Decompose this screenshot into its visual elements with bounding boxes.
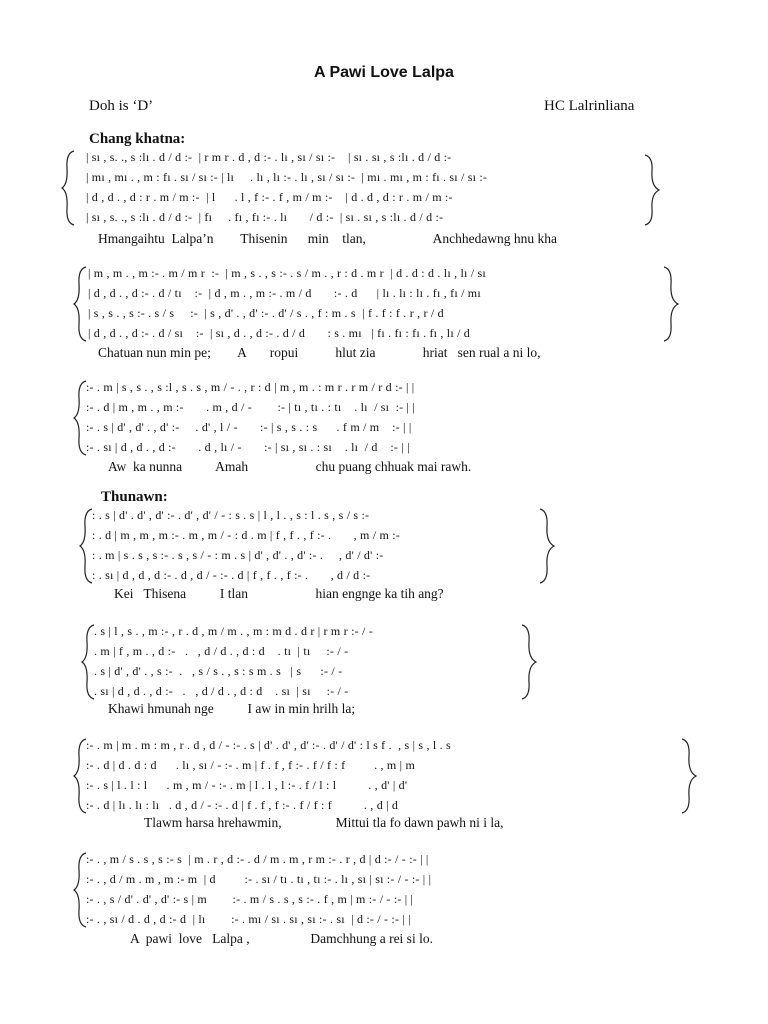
lyric-line: Khawi hmunah nge I aw in min hrilh la; xyxy=(108,701,356,716)
lyric-line: A pawi love Lalpa , Damchhung a rei si lo. xyxy=(130,931,433,946)
tenor-line: . s | d' , d' . , s :- . , s / s . , s : s m . s | s :- / - xyxy=(94,664,343,678)
section-label-thunawn: Thunawn: xyxy=(101,489,168,505)
score-system-4 xyxy=(60,506,760,606)
bass-line: :- . , sı / d . d , d :- d | lı :- . mı / sı . sı , sı :- . sı | d :- / - :- | | xyxy=(86,912,411,926)
soprano-line: | m , m . , m :- . m / m r :- | m , s . , s :- . s / m . , r : d . m r | d . d : d . lı , lı / sı xyxy=(88,266,486,280)
lyric-line: Chatuan nun min pe; A ropui hlut zia hriat sen rual a ni lo, xyxy=(98,345,541,360)
score-system-5 xyxy=(60,622,760,722)
lyric-line: Hmangaihtu Lalpa’n Thisenin min tlan, Anchhedawng hnu kha xyxy=(98,231,558,246)
bass-line: :- . d | lı . lı : lı . d , d / - :- . d | f . f , f :- . f / f : f . , d | d xyxy=(86,798,399,812)
brace-right-icon xyxy=(680,738,698,814)
soprano-line: : . s | d' . d' , d' :- . d' , d' / - : s . s | l , l . , s : l . s , s / s :- xyxy=(92,508,370,522)
composer-name: HC Lalrinliana xyxy=(544,98,635,114)
score-system-6 xyxy=(60,736,760,836)
brace-right-icon xyxy=(520,624,538,700)
soprano-line: :- . , m / s . s , s :- s | m . r , d :- . d / m . m , r m :- . r , d | d :- / - :- | | xyxy=(86,852,429,866)
bass-line: :- . sı | d , d . , d :- . d , lı / - :- | sı , sı . : sı . lı / d :- | | xyxy=(86,440,410,454)
lyric-line: Kei Thisena I tlan hian engnge ka tih ang? xyxy=(114,586,444,601)
soprano-line: | sı , s. ., s :lı . d / d :- | r m r . d , d :- . lı , sı / sı :- | sı . sı , s :lı . d / d :- xyxy=(86,150,452,164)
tenor-line: | d , d . , d : r . m / m :- | l . l , f :- . f , m / m :- | d . d , d : r . m / m :- xyxy=(86,190,453,204)
bass-line: : . sı | d , d , d :- . d , d / - :- . d | f , f . , f :- . , d / d :- xyxy=(92,568,371,582)
tenor-line: :- . , s / d' . d' , d' :- s | m :- . m / s . s , s :- . f , m | m :- / - :- | | xyxy=(86,892,414,906)
soprano-line: :- . m | m . m : m , r . d , d / - :- . s | d' . d' , d' :- . d' / d' : l s f . , s | s , l . s xyxy=(86,738,451,752)
tenor-line: | s , s . , s :- . s / s :- | s , d' . , d' :- . d' / s . , f : m . s | f . f : f . r , r / d xyxy=(88,306,444,320)
soprano-line: . s | l , s . , m :- , r . d , m / m . , m : m d . d r | r m r :- / - xyxy=(94,624,373,638)
alto-line: | d , d . , d :- . d / tı :- | d , m . , m :- . m / d :- . d | lı . lı : lı . fı , fı / mı xyxy=(88,286,481,300)
score-system-7 xyxy=(60,850,760,950)
tenor-line: :- . s | l . l : l . m , m / - :- . m | l . l , l :- . f / l : l . , d' | d' xyxy=(86,778,408,792)
score-system-1 xyxy=(60,148,760,258)
brace-right-icon xyxy=(662,266,680,342)
alto-line: :- . d | m , m . , m :- . m , d / - :- | tı , tı . : tı . lı / sı :- | | xyxy=(86,400,415,414)
tenor-line: :- . s | d' , d' . , d' :- . d' , l / - :- | s , s . : s . f m / m :- | | xyxy=(86,420,412,434)
lyric-line: Aw ka nunna Amah chu puang chhuak mai rawh. xyxy=(108,459,472,474)
soprano-line: :- . m | s , s . , s :l , s . s , m / - . , r : d | m , m . : m r . r m / r d :- | | xyxy=(86,380,415,394)
brace-left-icon xyxy=(60,150,78,226)
tenor-line: : . m | s . s , s :- . s , s / - : m . s | d' , d' . , d' :- . , d' / d' :- xyxy=(92,548,384,562)
alto-line: :- . d | d . d : d . lı , sı / - :- . m | f . f , f :- . f / f : f . , m | m xyxy=(86,758,415,772)
bass-line: | d , d . , d :- . d / sı :- | sı , d . , d :- . d / d : s . mı | fı . fı : fı . fı , lı / d xyxy=(88,326,471,340)
lyric-line: Tlawm harsa hrehawmin, Mittui tla fo dawn pawh ni i la, xyxy=(144,815,504,830)
section-label-chang-khatna: Chang khatna: xyxy=(89,131,186,147)
brace-right-icon xyxy=(643,154,661,226)
brace-right-icon xyxy=(538,508,556,584)
alto-line: . m | f , m . , d :- . , d / d . , d : d . tı | tı :- / - xyxy=(94,644,349,658)
song-title: A Pawi Love Lalpa xyxy=(314,64,454,81)
score-system-3 xyxy=(60,378,760,478)
alto-line: | mı , mı . , m : fı . sı / sı :- | lı . lı , lı :- . lı , sı / sı :- | mı . mı , m : fı . sı / sı :- xyxy=(86,170,488,184)
key-signature: Doh is ‘D’ xyxy=(89,98,154,114)
score-system-2 xyxy=(60,264,760,364)
bass-line: | sı , s. ., s :lı . d / d :- | fı . fı , fı :- . lı / d :- | sı . sı , s :lı . d / d :- xyxy=(86,210,444,224)
alto-line: : . d | m , m , m :- . m , m / - : d . m | f , f . , f :- . , m / m :- xyxy=(92,528,400,542)
bass-line: . sı | d , d . , d :- . , d / d . , d : d . sı | sı :- / - xyxy=(94,684,349,698)
alto-line: :- . , d / m . m , m :- m | d :- . sı / tı . tı , tı :- . lı , sı | sı :- / - :- | | xyxy=(86,872,432,886)
